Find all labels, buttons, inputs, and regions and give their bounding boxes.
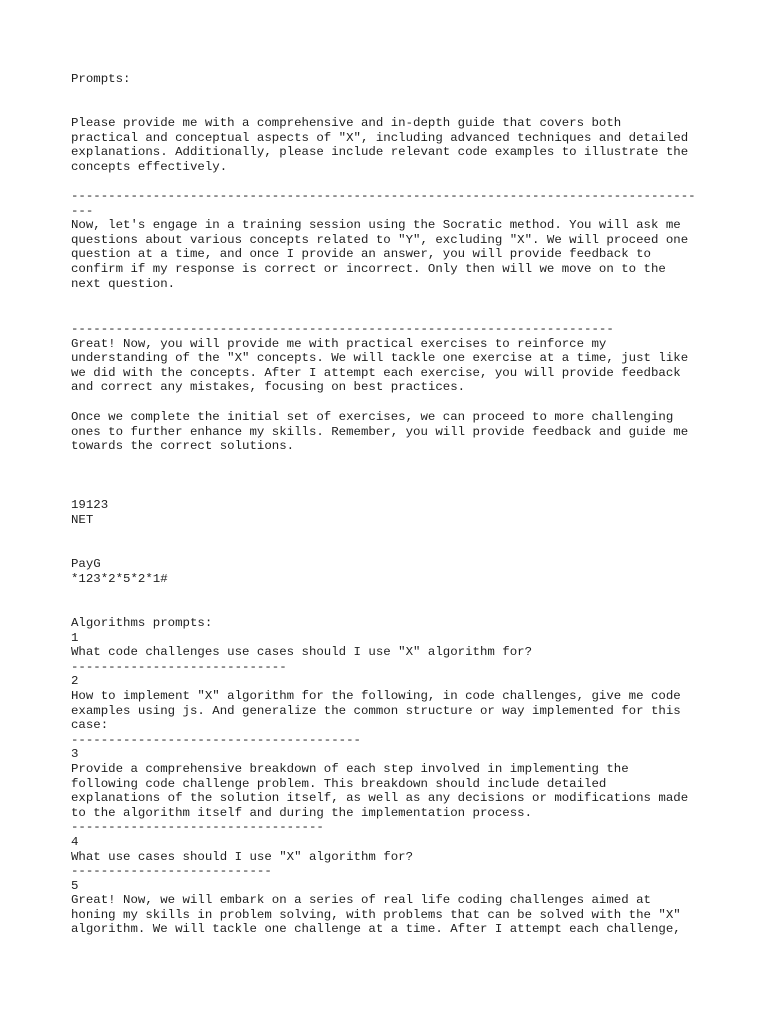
intro-paragraph: Please provide me with a comprehensive and in-depth guide that covers both practical and conceptual aspects of "X", including advanced techniques and detailed explanations. Additionally, please include relevant code examples to illustrate the concepts effectively. [71, 116, 689, 174]
prompts-heading: Prompts: [71, 72, 131, 86]
net-block: 19123 NET [71, 498, 109, 527]
algorithms-section: Algorithms prompts: 1 What code challenges use cases should I use "X" algorithm for? ----------------------------- 2 How to implement "X" algorithm for the following, in code challenges, give me code examples using js. And generalize the common structure or way implemented for this case: --------------------------------------- 3 Provide a comprehensive breakdown of each step involved in implementing the following code challenge problem. This breakdown should include detailed explanations of the solution itself, as well as any decisions or modifications made to the algorithm itself and during the implementation process. ---------------------------------- 4 What use cases should I use "X" algorithm for? --------------------------- 5 Great! Now, we will embark on a series of real life coding challenges aimed at honing my skills in problem solving, with problems that can be solved with the "X" algorithm. We will tackle one challenge at a time. After I attempt each challenge, [71, 616, 689, 937]
exercises-section: ------------------------------------------------------------------------- Great! Now, you will provide me with practical exercises to reinforce my understanding of the "X" concepts. We will tackle one exercise at a time, just like we did with the concepts. After I attempt each exercise, you will provide feedback and correct any mistakes, focusing on best practices. [71, 322, 689, 395]
challenging-paragraph: Once we complete the initial set of exercises, we can proceed to more challenging ones to further enhance my skills. Remember, you will provide feedback and guide me towards the correct solutions. [71, 410, 689, 454]
socratic-section: ------------------------------------------------------------------------------------ --- Now, let's engage in a training session using the Socratic method. You will ask me questions about various concepts related to "Y", excluding "X". We will proceed one question at a time, and once I provide an answer, you will provide feedback to confirm if my response is correct or incorrect. Only then will we move on to the next question. [71, 189, 696, 291]
document-page [71, 0, 711, 937]
payg-block: PayG *123*2*5*2*1# [71, 557, 168, 586]
